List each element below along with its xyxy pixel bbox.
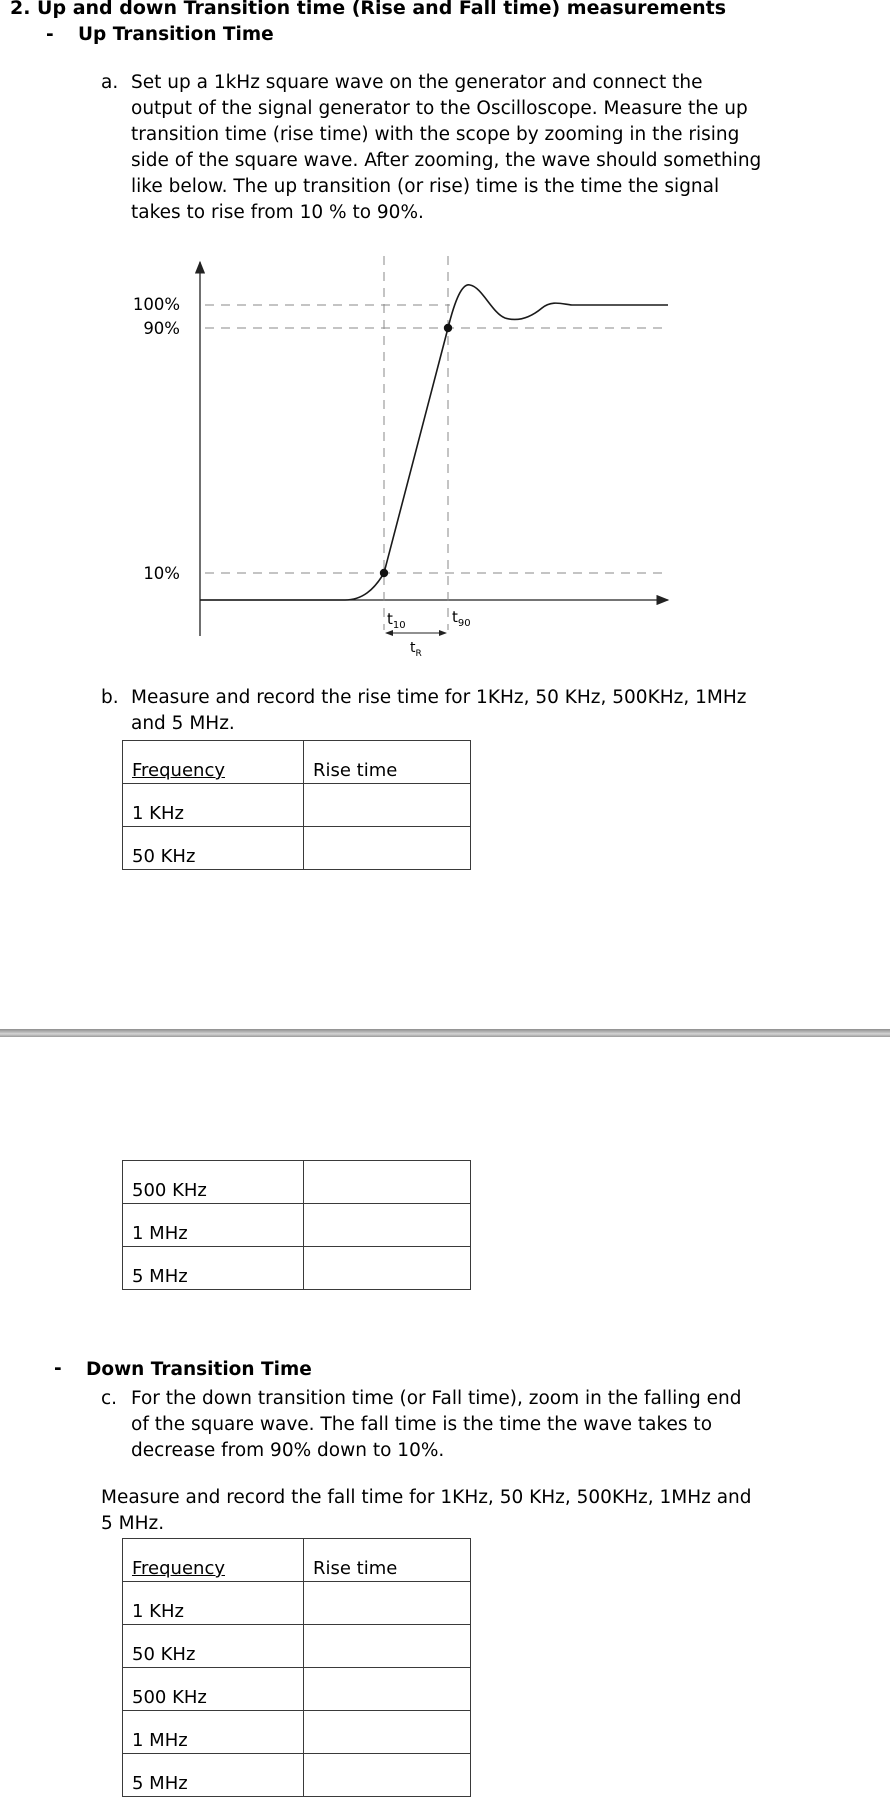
fall-time-cell[interactable] <box>304 1711 471 1754</box>
label-t90: $t_{90}$ <box>452 608 471 629</box>
item-b-label: b. <box>101 687 119 708</box>
item-c-line-2: of the square wave. The fall time is the time the wave takes to <box>131 1414 713 1435</box>
rise-time-cell[interactable] <box>304 827 471 870</box>
item-b <box>101 685 801 737</box>
page-break-divider <box>0 1029 890 1037</box>
rise-time-cell[interactable] <box>304 784 471 827</box>
item-b-text <box>131 685 801 737</box>
frequency-cell: 500 KHz <box>123 1668 304 1711</box>
rise-time-cell[interactable] <box>304 1247 471 1290</box>
table-row <box>123 1668 471 1711</box>
rise-time-table-part-1 <box>122 740 471 870</box>
item-a-line-2: output of the signal generator to the Oscilloscope. Measure the up <box>131 98 748 119</box>
table-row <box>123 1247 471 1290</box>
frequency-cell: 1 KHz <box>123 784 304 827</box>
fall-time-cell[interactable] <box>304 1668 471 1711</box>
item-c-text <box>131 1386 801 1464</box>
down-section-title: Down Transition Time <box>86 1359 312 1380</box>
t90-point <box>444 324 452 332</box>
fall-measure-line-2: 5 MHz. <box>101 1513 165 1534</box>
header-rise-time: Rise time <box>304 1539 471 1582</box>
item-a-line-4: side of the square wave. After zooming, the wave should something <box>131 150 762 171</box>
frequency-cell: 1 MHz <box>123 1711 304 1754</box>
up-section-bullet: - <box>46 24 54 45</box>
down-section-bullet: - <box>54 1358 62 1379</box>
item-c-label: c. <box>101 1388 118 1409</box>
frequency-cell: 5 MHz <box>123 1247 304 1290</box>
item-c-line-1: For the down transition time (or Fall time), zoom in the falling end <box>131 1388 742 1409</box>
frequency-cell: 1 KHz <box>123 1582 304 1625</box>
item-b-line-2: and 5 MHz. <box>131 713 235 734</box>
table-row <box>123 1711 471 1754</box>
fall-measure-text <box>101 1485 821 1537</box>
item-a-line-5: like below. The up transition (or rise) time is the time the signal <box>131 176 720 197</box>
fall-time-cell[interactable] <box>304 1754 471 1797</box>
table-header-row <box>123 741 471 784</box>
fall-measure-line-1: Measure and record the fall time for 1KHz, 50 KHz, 500KHz, 1MHz and <box>101 1487 752 1508</box>
label-100-percent: 100% <box>132 295 180 314</box>
fall-time-table <box>122 1538 471 1797</box>
rise-time-cell[interactable] <box>304 1161 471 1204</box>
table-row <box>123 1625 471 1668</box>
fall-time-cell[interactable] <box>304 1625 471 1668</box>
table-row <box>123 1582 471 1625</box>
item-b-line-1: Measure and record the rise time for 1KHz, 50 KHz, 500KHz, 1MHz <box>131 687 747 708</box>
table-row <box>123 1161 471 1204</box>
frequency-cell: 500 KHz <box>123 1161 304 1204</box>
header-frequency: Frequency <box>123 1539 304 1582</box>
item-a-line-6: takes to rise from 10 % to 90%. <box>131 202 424 223</box>
header-frequency: Frequency <box>123 741 304 784</box>
section-heading: 2. Up and down Transition time (Rise and Fall time) measurements <box>10 0 727 19</box>
waveform <box>200 285 668 600</box>
frequency-cell: 50 KHz <box>123 1625 304 1668</box>
label-tr: $t_R$ <box>410 640 422 659</box>
item-a-line-1: Set up a 1kHz square wave on the generator and connect the <box>131 72 703 93</box>
up-section-title: Up Transition Time <box>78 24 274 45</box>
frequency-cell: 50 KHz <box>123 827 304 870</box>
label-90-percent: 90% <box>143 319 180 338</box>
item-a-line-3: transition time (rise time) with the scope by zooming in the rising <box>131 124 740 145</box>
rise-time-cell[interactable] <box>304 1204 471 1247</box>
table-row <box>123 784 471 827</box>
item-c-line-3: decrease from 90% down to 10%. <box>131 1440 445 1461</box>
item-a-label: a. <box>101 72 119 93</box>
item-c <box>101 1386 801 1464</box>
table-row <box>123 827 471 870</box>
label-10-percent: 10% <box>143 564 180 583</box>
table-row <box>123 1204 471 1247</box>
label-t10: $t_{10}$ <box>387 610 406 631</box>
header-rise-time: Rise time <box>304 741 471 784</box>
fall-time-cell[interactable] <box>304 1582 471 1625</box>
rise-time-table-part-2 <box>122 1160 471 1290</box>
table-row <box>123 1754 471 1797</box>
t10-point <box>380 569 388 577</box>
frequency-cell: 1 MHz <box>123 1204 304 1247</box>
table-header-row <box>123 1539 471 1582</box>
frequency-cell: 5 MHz <box>123 1754 304 1797</box>
rise-time-figure <box>0 0 890 680</box>
